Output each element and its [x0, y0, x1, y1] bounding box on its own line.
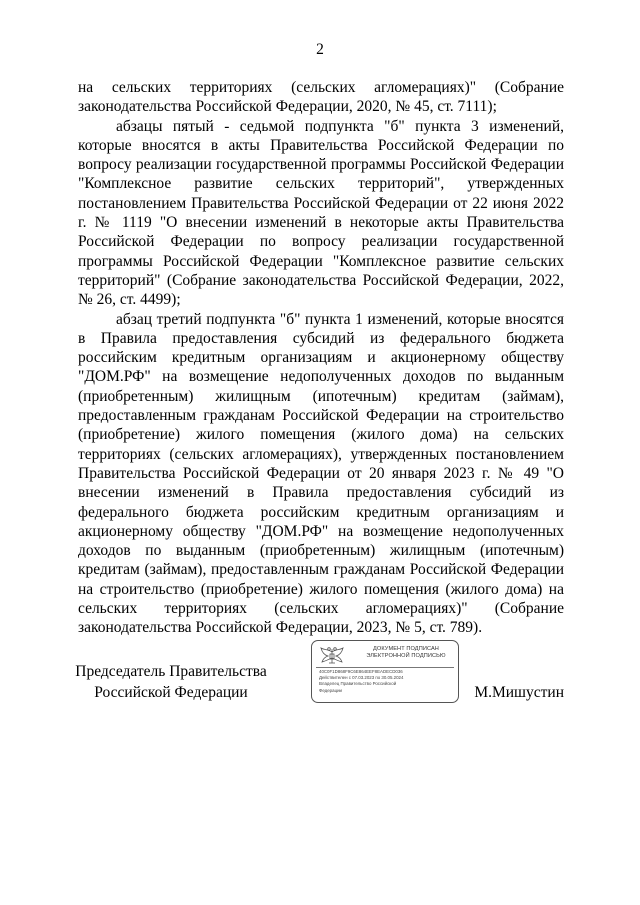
signer-name: М.Мишустин — [474, 684, 564, 701]
stamp-certificate: 40C0F1D868F9C6E864EEF8EADECD036 — [319, 669, 403, 674]
electronic-signature-stamp — [311, 640, 459, 703]
stamp-owner-line-1: Владелец Правительство Российской — [319, 681, 397, 687]
paragraph-2: абзацы пятый - седьмой подпункта "б" пункта 3 изменений, которые вносятся в акты Правительства Российской Федерации по вопросу реализации государственной программы Российской Федерации "Комплексное развитие сельских территорий", утвержденных постановлением Правительства Российской Федерации от 22 июня 2022 г. № 1119 "О внесении изменений в некоторые акты Правительства Российской Федерации по вопросу реализации государственной программы Российской Федерации "Комплексное развитие сельских территорий" (Собрание законодательства Российской Федерации, 2022, № 26, ст. 4499); — [78, 117, 564, 309]
stamp-owner-line-2: Федерации — [319, 687, 342, 693]
stamp-details — [319, 669, 455, 694]
stamp-heading-line-2: ЭЛЕКТРОННОЙ ПОДПИСЬЮ — [366, 653, 446, 659]
coat-of-arms-icon — [318, 646, 346, 666]
stamp-divider — [316, 667, 454, 668]
signer-title — [66, 662, 276, 703]
signer-title-line-1: Председатель Правительства — [75, 663, 267, 680]
document-body — [78, 78, 564, 638]
stamp-validity: Действителен с 07.03.2023 по 30.05.2024 — [319, 675, 404, 681]
paragraph-1: на сельских территориях (сельских агломерациях)" (Собрание законодательства Российской Федерации, 2020, № 45, ст. 7111); — [78, 79, 564, 116]
stamp-heading — [356, 646, 456, 660]
paragraph-3: абзац третий подпункта "б" пункта 1 изменений, которые вносятся в Правила предоставления субсидий из федерального бюджета российским кредитным организациям и акционерному обществу "ДОМ.РФ" на возмещение недополученных доходов по выданным (приобретенным) жилищным (ипотечным) кредитам (займам), предоставленным гражданам Российской Федерации на строительство (приобретение) жилого помещения (жилого дома) на сельских территориях (сельских агломерациях), утвержденных постановлением Правительства Российской Федерации от 20 января 2023 г. № 49 "О внесении изменений в Правила предоставления субсидий из федерального бюджета российским кредитным организациям и акционерному обществу "ДОМ.РФ" на возмещение недополученных доходов по выданным (приобретенным) жилищным (ипотечным) кредитам (займам), предоставленным гражданам Российской Федерации на строительство (приобретение) жилого помещения (жилого дома) на сельских территориях (сельских агломерациях)" (Собрание законодательства Российской Федерации, 2023, № 5, ст. 789). — [78, 310, 564, 637]
stamp-heading-line-1: ДОКУМЕНТ ПОДПИСАН — [373, 646, 439, 652]
signer-title-line-2: Российской Федерации — [94, 683, 248, 701]
page-number: 2 — [316, 41, 324, 58]
